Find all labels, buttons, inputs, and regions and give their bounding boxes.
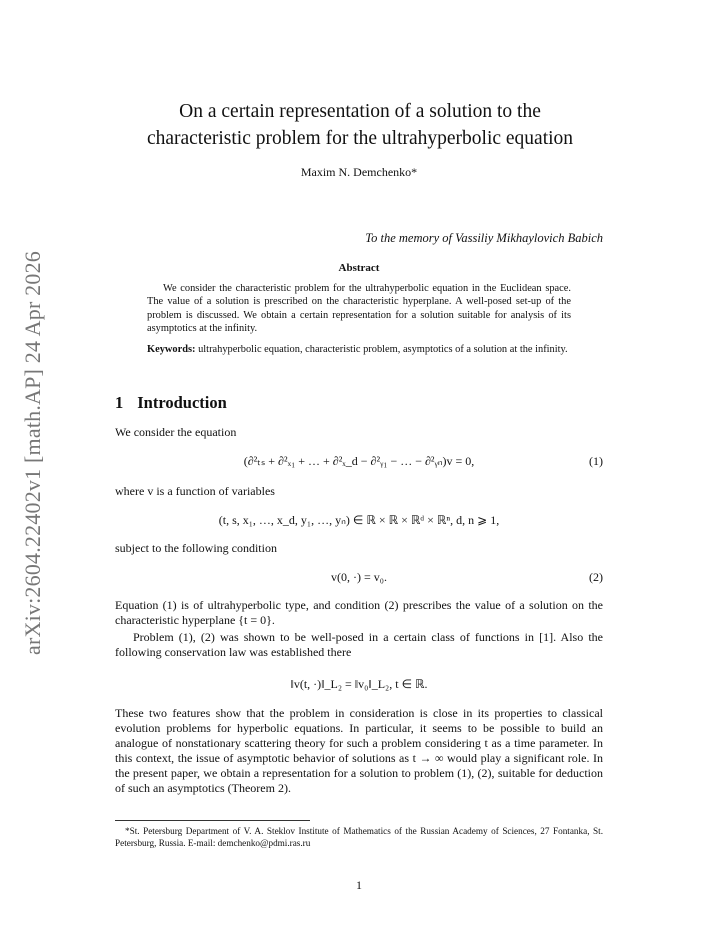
section-title: Introduction bbox=[137, 393, 227, 412]
author-name: Maxim N. Demchenko* bbox=[300, 165, 418, 179]
equation-1 bbox=[115, 454, 603, 472]
arxiv-identifier: arXiv:2604.22402v1 [math.AP] 24 Apr 2026 bbox=[20, 251, 45, 655]
dedication: To the memory of Vassiliy Mikhaylovich Babich bbox=[365, 231, 603, 245]
paragraph-features: These two features show that the problem in consideration is close in its properties to classical evolution problems for hyperbolic equations. In particular, it seems to be possible to build an analogue of nonstationary scattering theory for such a problem considering t as a time parameter. In this context, the issue of asymptotic behavior of solutions as t → ∞ would play a significant role. In the present paper, we obtain a representation for a solution to problem (1), (2), suitable for deduction of such an asymptotics (Theorem 2). bbox=[115, 706, 603, 795]
title-line-1: On a certain representation of a solution to the bbox=[179, 101, 541, 122]
paragraph-equation-type: Equation (1) is of ultrahyperbolic type, and condition (2) prescribes the value of a solution on the characteristic hyperplane {t = 0}. bbox=[115, 598, 603, 627]
title-line-2: characteristic problem for the ultrahyperbolic equation bbox=[146, 128, 574, 149]
equation-conservation-body: ‖v(t, ·)‖_L₂ = ‖v₀‖_L₂, t ∈ ℝ. bbox=[290, 677, 428, 691]
paragraph-where: where v is a function of variables bbox=[115, 484, 275, 498]
equation-2-tag: (2) bbox=[589, 570, 603, 584]
footnote: *St. Petersburg Department of V. A. Steklov Institute of Mathematics of the Russian Academy of Sciences, 27 Fontanka, St. Petersburg, Russia. E-mail: demchenko@pdmi.ras.ru bbox=[115, 826, 603, 848]
section-number: 1 bbox=[115, 393, 124, 412]
paragraph-subject: subject to the following condition bbox=[115, 541, 277, 555]
arxiv-identifier-stamp bbox=[18, 248, 48, 658]
paragraph-consider: We consider the equation bbox=[115, 425, 237, 439]
keywords bbox=[147, 343, 571, 356]
footnote-rule bbox=[115, 820, 310, 821]
equation-2 bbox=[115, 570, 603, 588]
paper-title bbox=[55, 98, 665, 152]
paragraph-well-posed: Problem (1), (2) was shown to be well-posed in a certain class of functions in [1]. Also the following conservation law was established there bbox=[115, 630, 603, 659]
equation-variables bbox=[115, 513, 603, 531]
equation-conservation bbox=[115, 677, 603, 695]
keywords-label: Keywords: bbox=[147, 344, 196, 355]
keywords-text: ultrahyperbolic equation, characteristic problem, asymptotics of a solution at the infinity. bbox=[198, 344, 568, 355]
equation-1-tag: (1) bbox=[589, 454, 603, 468]
equation-variables-body: (t, s, x₁, …, x_d, y₁, …, yₙ) ∈ ℝ × ℝ × ℝᵈ × ℝⁿ, d, n ⩾ 1, bbox=[218, 513, 500, 527]
abstract-heading: Abstract bbox=[338, 262, 380, 274]
page-number: 1 bbox=[356, 878, 362, 892]
equation-1-body: (∂²ₜₛ + ∂²ₓ₁ + … + ∂²ₓ_d − ∂²ᵧ₁ − … − ∂²ᵧₙ)v = 0, bbox=[243, 454, 475, 468]
equation-2-body: v(0, ·) = v₀. bbox=[331, 570, 387, 584]
abstract-text: We consider the characteristic problem for the ultrahyperbolic equation in the Euclidean space. The value of a solution is prescribed on the characteristic hyperplane. A well-posed set-up of the problem is discussed. We obtain a certain representation for a solution suitable for analysis of its asymptotics at the infinity. bbox=[147, 283, 571, 335]
section-heading bbox=[115, 393, 227, 413]
